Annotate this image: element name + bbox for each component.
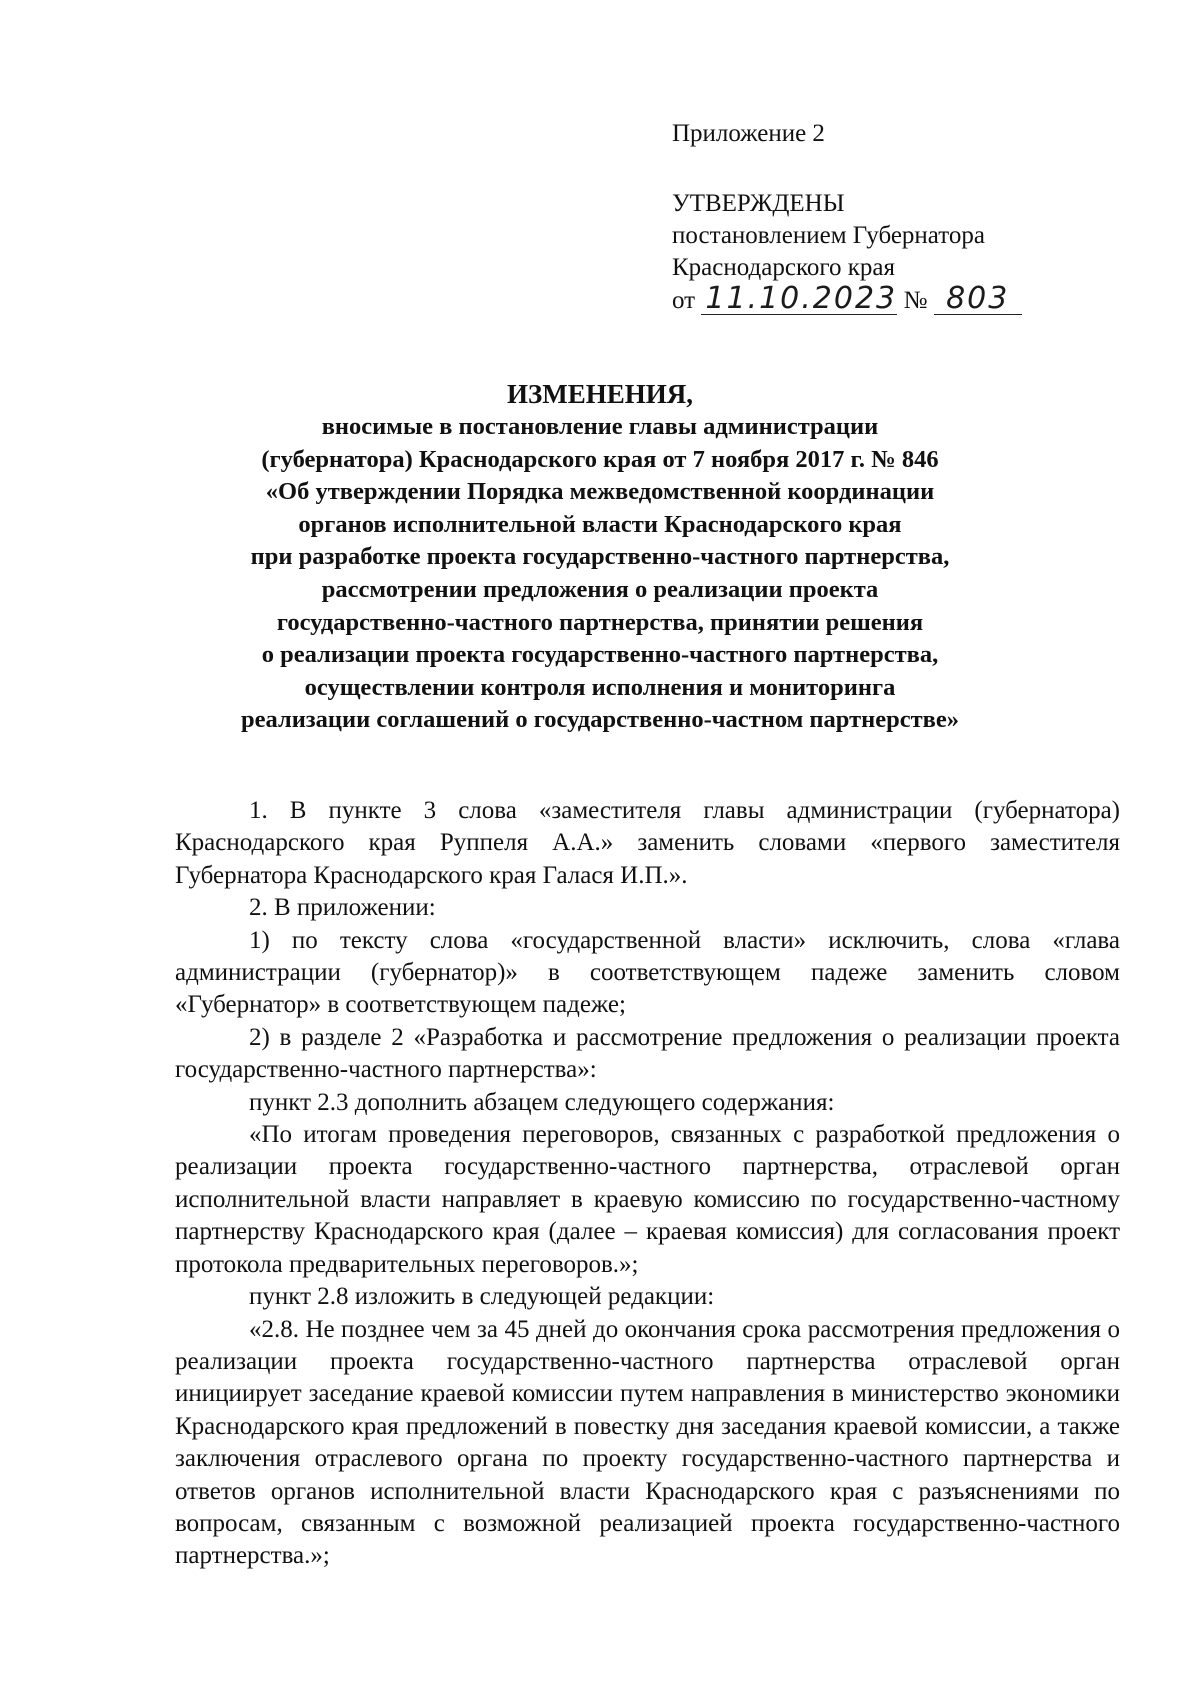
body-paragraph: «2.8. Не позднее чем за 45 дней до окончания срока рассмотрения предложения о реализации проекта государственно-частного партнерства отраслевой орган инициирует заседание краевой комиссии путем направления в министерство экономики Краснодарского края предложений в повестку дня заседания краевой комиссии, а также заключения отраслевого органа по проекту государственно-частного партнерства и ответов органов исполнительной власти Краснодарского края с разъяснениями по вопросам, связанным с возможной реализацией проекта государственно-частного партнерства.»;	[175, 1315, 1120, 1570]
title-line: реализации соглашений о государственно-частном партнерстве»	[240, 706, 960, 734]
title-line: государственно-частного партнерства, принятии решения	[276, 608, 924, 636]
approved-by-line-1: постановлением Губернатора	[672, 222, 985, 249]
body-paragraph: 2. В приложении:	[249, 894, 436, 922]
document-title	[160, 378, 1040, 737]
appendix-label: Приложение 2	[672, 120, 825, 147]
number-sign: №	[903, 287, 928, 314]
approved-by-line-2: Краснодарского края	[672, 254, 895, 281]
body-paragraph: 1. В пункте 3 слова «заместителя главы администрации (губернатора) Краснодарского края Руппеля А.А.» заменить словами «первого заместителя Губернатора Краснодарского края Галася И.П.».	[175, 797, 1120, 889]
title-line: «Об утверждении Порядка межведомственной координации	[265, 478, 935, 506]
title-line: осуществлении контроля исполнения и мониторинга	[304, 673, 896, 701]
date-prefix: от	[672, 287, 696, 314]
title-line: (губернатора) Краснодарского края от 7 ноября 2017 г. № 846	[261, 445, 939, 473]
body-paragraph: 1) по тексту слова «государственной власти» исключить, слова «глава администрации (губернатор)» в соответствующем падеже заменить словом «Губернатор» в соответствующем падеже;	[175, 926, 1120, 1019]
approval-block	[672, 118, 1022, 317]
title-line: рассмотрении предложения о реализации проекта	[321, 575, 879, 603]
title-main: ИЗМЕНЕНИЯ,	[506, 379, 693, 409]
handwritten-date: 11.10.2023	[701, 284, 897, 315]
title-line: при разработке проекта государственно-частного партнерства,	[250, 543, 950, 571]
document-body	[175, 795, 1120, 1573]
body-paragraph: «По итогам проведения переговоров, связанных с разработкой предложения о реализации проекта государственно-частного партнерства, отраслевой орган исполнительной власти направляет в краевую комиссию по государственно-частному партнерству Краснодарского края (далее – краевая комиссия) для согласования проект протокола предварительных переговоров.»;	[175, 1121, 1120, 1278]
approved-label: УТВЕРЖДЕНЫ	[672, 190, 845, 217]
title-line: органов исполнительной власти Краснодарского края	[298, 510, 902, 538]
body-paragraph: 2) в разделе 2 «Разработка и рассмотрение предложения о реализации проекта государственно-частного партнерства»:	[175, 1023, 1120, 1084]
handwritten-number: 803	[934, 284, 1022, 315]
body-paragraph: пункт 2.3 дополнить абзацем следующего содержания:	[249, 1088, 835, 1116]
body-paragraph: пункт 2.8 изложить в следующей редакции:	[249, 1283, 715, 1311]
title-line: вносимые в постановление главы администрации	[321, 413, 879, 440]
title-line: о реализации проекта государственно-частного партнерства,	[261, 641, 939, 669]
date-number-line	[672, 281, 1022, 317]
